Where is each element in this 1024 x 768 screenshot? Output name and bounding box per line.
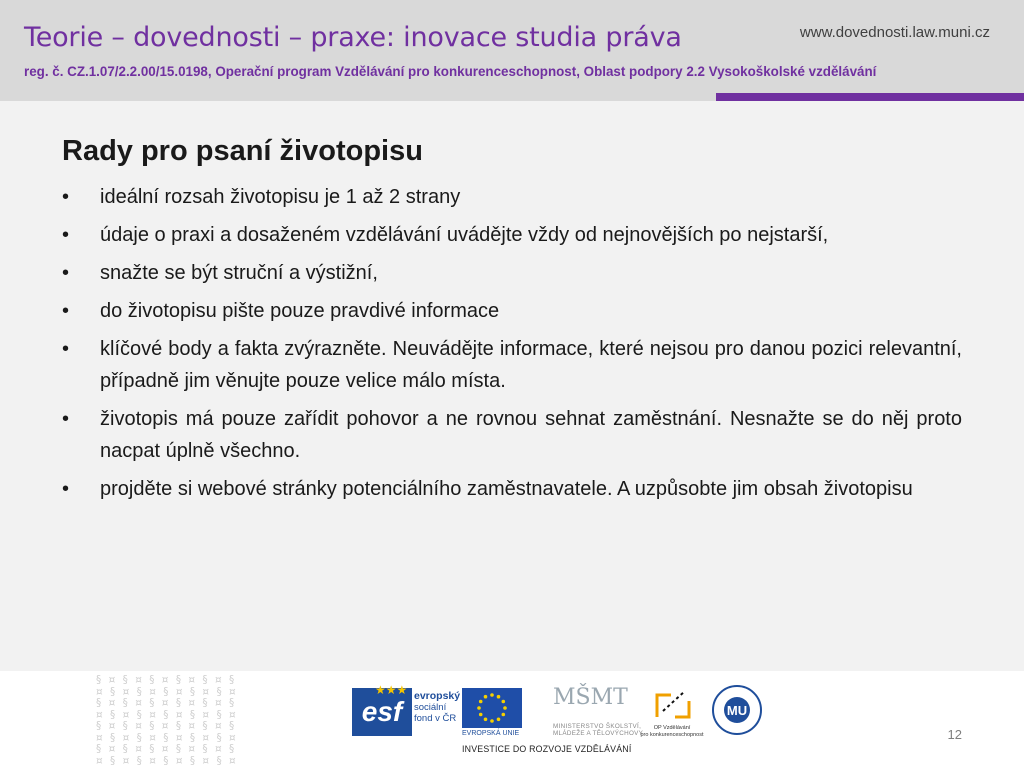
bullet-text: snažte se být struční a výstižní, (100, 262, 378, 284)
op-logo (651, 687, 695, 723)
course-title: Teorie – dovednosti – praxe: inovace studia práva (24, 22, 682, 53)
bullet-icon: • (62, 224, 70, 246)
esf-text-line: sociální (414, 702, 447, 713)
bullet-icon: • (62, 300, 70, 322)
paragraph-pattern-decoration: § ¤ § ¤ § ¤ § ¤ § ¤ § ¤ § ¤ § ¤ § ¤ § ¤ § ¤ § ¤ § ¤ § ¤ § ¤ § ¤ § ¤ § ¤ § ¤ § ¤ § ¤ § ¤ § ¤ § ¤ § ¤ § ¤ § ¤ § ¤ § ¤ § ¤ § ¤ § ¤ § ¤ § ¤ § ¤ § ¤ § ¤ § ¤ § ¤ § ¤ § ¤ § ¤ § ¤ § ¤ (96, 675, 238, 765)
bullet-icon: • (62, 338, 70, 360)
university-seal-logo (712, 685, 762, 735)
page-number: 12 (947, 727, 962, 742)
msmt-logo: MŠMT (553, 685, 628, 710)
list-item (62, 219, 962, 251)
msmt-text-line: MLÁDEŽE A TĚLOVÝCHOVY (553, 730, 644, 737)
list-item (62, 295, 962, 327)
esf-logo: esf (352, 688, 412, 736)
eu-stars-icon (462, 688, 522, 728)
list-item (62, 181, 962, 213)
project-registration: reg. č. CZ.1.07/2.2.00/15.0198, Operační program Vzdělávání pro konkurenceschopnost, Oblast podpory 2.2 Vysokoškolské vzdělávání (24, 64, 877, 79)
bullet-text: ideální rozsah životopisu je 1 až 2 strany (100, 186, 461, 208)
list-item (62, 333, 962, 397)
bullet-icon: • (62, 262, 70, 284)
eu-label: EVROPSKÁ UNIE (462, 730, 520, 737)
list-item (62, 473, 962, 505)
eu-flag-logo (462, 688, 522, 728)
bullet-icon: • (62, 478, 70, 500)
esf-text-line: evropský (414, 690, 461, 702)
slide-header (0, 0, 1024, 101)
esf-label (414, 691, 460, 724)
esf-text-line: fond v ČR (414, 713, 457, 724)
bullet-text: klíčové body a fakta zvýrazněte. Neuvádějte informace, které nejsou pro danou pozici relevantní, případně jim věnujte pouze velice málo místa. (100, 338, 962, 392)
bullet-icon: • (62, 408, 70, 430)
bullet-text: projděte si webové stránky potenciálního zaměstnavatele. A uzpůsobte jim obsah životopisu (100, 478, 913, 500)
bullet-icon: • (62, 186, 70, 208)
bullet-list (62, 181, 962, 511)
slide-content (0, 101, 1024, 671)
website-url: www.dovednosti.law.muni.cz (799, 24, 990, 41)
bullet-text: údaje o praxi a dosaženém vzdělávání uvádějte vždy od nejnovějších po nejstarší, (100, 224, 829, 246)
slide-footer (0, 671, 1024, 768)
slide-heading: Rady pro psaní životopisu (62, 135, 423, 167)
msmt-text-line: MINISTERSTVO ŠKOLSTVÍ, (553, 723, 642, 730)
star-icon: ★★★ (375, 683, 408, 697)
op-text-line: OP Vzdělávání (653, 725, 691, 731)
bullet-text: životopis má pouze zařídit pohovor a ne rovnou sehnat zaměstnání. Nesnažte se do něj proto nacpat úplně všechno. (100, 408, 962, 462)
msmt-label (553, 723, 643, 737)
bullet-text: do životopisu pište pouze pravdivé informace (100, 300, 500, 322)
list-item (62, 257, 962, 289)
op-label (635, 725, 709, 738)
investment-slogan: INVESTICE DO ROZVOJE VZDĚLÁVÁNÍ (462, 744, 632, 754)
list-item (62, 403, 962, 467)
op-text-line: pro konkurenceschopnost (640, 731, 704, 738)
university-seal-mark: MU (724, 697, 750, 723)
op-arrow-icon (651, 687, 695, 723)
